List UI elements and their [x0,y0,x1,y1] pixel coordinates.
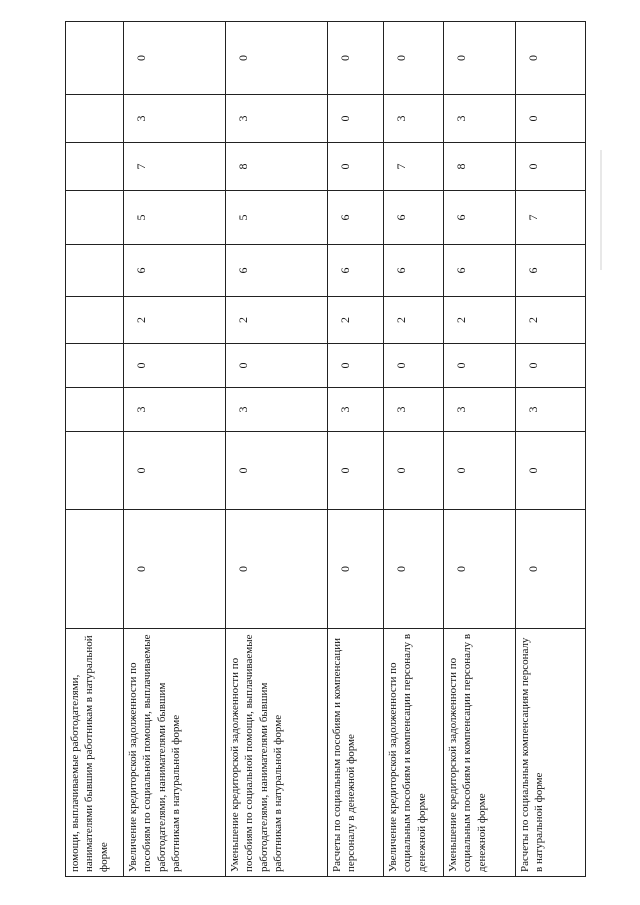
value-cell: 7 [124,143,226,191]
rotated-table-container [65,55,585,877]
value-cell [66,191,124,245]
value-cell: 3 [444,388,516,432]
value-cell: 6 [516,245,586,297]
value-cell: 5 [226,191,328,245]
value-cell: 0 [226,432,328,510]
value-cell: 6 [226,245,328,297]
value-cell: 0 [328,143,384,191]
value-cell: 0 [516,344,586,388]
value-cell: 5 [124,191,226,245]
table-row [328,22,384,877]
value-cell: 0 [328,22,384,95]
value-cell [66,432,124,510]
value-cell [66,388,124,432]
table-row [226,22,328,877]
value-cell: 0 [328,95,384,143]
row-label-cell: Увеличение кредиторской задолженности по пособиям по социальной помощи, выплачиваемые работодателями, нанимателями бывшим работникам в натуральной форме [124,629,226,877]
value-cell: 6 [384,191,444,245]
value-cell: 0 [516,432,586,510]
value-cell: 3 [226,388,328,432]
value-cell: 6 [328,191,384,245]
row-label-cell: Уменьшение кредиторской задолженности по пособиям по социальной помощи, выплачиваемые работодателями, нанимателями бывшим работникам в натуральной форме [226,629,328,877]
value-cell: 7 [516,191,586,245]
value-cell: 0 [516,143,586,191]
table-row [124,22,226,877]
value-cell: 3 [328,388,384,432]
value-cell: 2 [226,297,328,344]
value-cell: 0 [124,432,226,510]
value-cell: 2 [384,297,444,344]
value-cell: 0 [226,22,328,95]
value-cell: 0 [384,344,444,388]
row-label-cell: Расчеты по социальным пособиям и компенсации персоналу в денежной форме [328,629,384,877]
value-cell: 2 [124,297,226,344]
value-cell: 0 [516,510,586,629]
table-body [66,22,586,877]
value-cell: 2 [328,297,384,344]
table-row [444,22,516,877]
value-cell [66,245,124,297]
value-cell: 0 [124,22,226,95]
value-cell [66,344,124,388]
value-cell: 6 [444,245,516,297]
row-label-cell: помощи, выплачиваемые работодателями, нанимателями бывшим работникам в натуральной форме [66,629,124,877]
value-cell: 0 [226,344,328,388]
table-row [66,22,124,877]
value-cell: 3 [124,95,226,143]
value-cell: 0 [444,510,516,629]
value-cell [66,297,124,344]
value-cell: 3 [444,95,516,143]
value-cell: 3 [516,388,586,432]
value-cell: 6 [124,245,226,297]
value-cell: 0 [226,510,328,629]
value-cell: 0 [384,432,444,510]
value-cell [66,22,124,95]
table-row [384,22,444,877]
value-cell [66,95,124,143]
row-label-cell: Расчеты по социальным компенсациям персоналу в натуральной форме [516,629,586,877]
value-cell: 0 [328,344,384,388]
value-cell: 3 [226,95,328,143]
value-cell: 0 [516,95,586,143]
value-cell: 0 [384,22,444,95]
value-cell: 0 [124,510,226,629]
value-cell: 6 [444,191,516,245]
accounts-table [65,21,586,877]
value-cell: 8 [444,143,516,191]
value-cell: 3 [384,388,444,432]
value-cell: 7 [384,143,444,191]
value-cell [66,143,124,191]
value-cell: 8 [226,143,328,191]
value-cell: 0 [328,432,384,510]
value-cell: 0 [384,510,444,629]
value-cell: 6 [384,245,444,297]
value-cell: 2 [516,297,586,344]
value-cell: 0 [444,22,516,95]
value-cell: 6 [328,245,384,297]
table-row [516,22,586,877]
row-label-cell: Уменьшение кредиторской задолженности по социальным пособиям и компенсации персоналу в денежной форме [444,629,516,877]
value-cell: 2 [444,297,516,344]
value-cell: 0 [124,344,226,388]
row-label-cell: Увеличение кредиторской задолженности по социальным пособиям и компенсации персоналу в денежной форме [384,629,444,877]
scan-edge-mark [600,150,602,270]
value-cell: 3 [384,95,444,143]
value-cell: 3 [124,388,226,432]
value-cell: 0 [444,344,516,388]
value-cell: 0 [516,22,586,95]
value-cell [66,510,124,629]
value-cell: 0 [444,432,516,510]
value-cell: 0 [328,510,384,629]
